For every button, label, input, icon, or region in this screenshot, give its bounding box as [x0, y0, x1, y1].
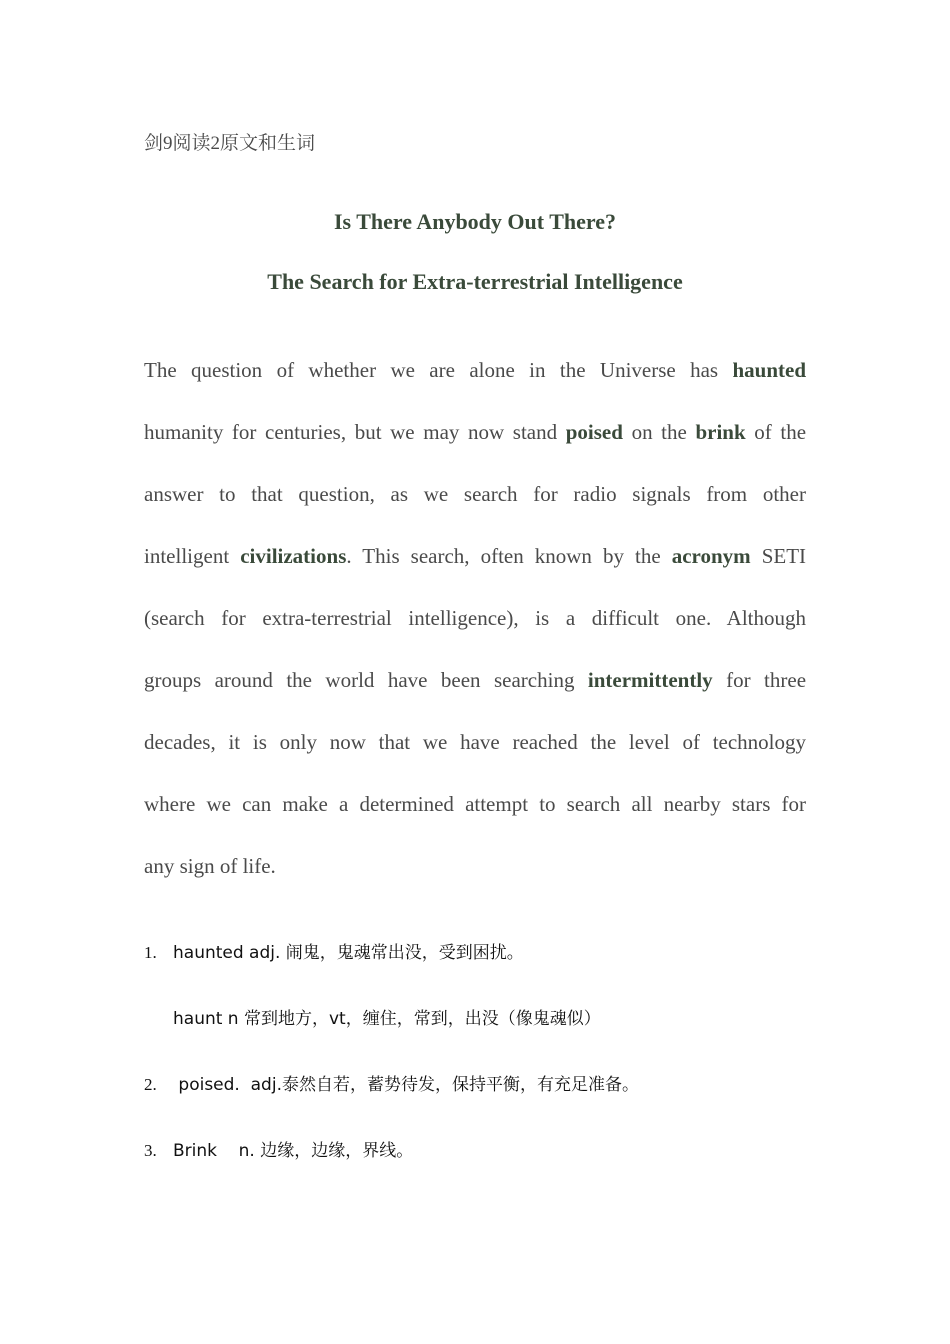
vocab-definition: haunt n 常到地方，vt，缠住，常到，出没（像鬼魂似）	[173, 1009, 601, 1029]
list-number: 3.	[144, 1141, 157, 1160]
vocab-highlight-haunted: haunted	[732, 358, 807, 382]
vocab-item	[144, 938, 524, 963]
vocab-highlight-poised: poised	[565, 420, 623, 444]
text-run: on the	[631, 420, 687, 444]
vocab-item	[144, 1070, 639, 1095]
paragraph-line: answer to that question, as we search for radio signals from other	[144, 482, 806, 506]
text-run: . This search, often known by the	[346, 544, 661, 568]
paragraph-line	[144, 525, 806, 587]
text-run: of the	[754, 420, 807, 444]
vocab-highlight-intermittently: intermittently	[587, 668, 713, 692]
vocab-definition: poised. adj.泰然自若，蓄势待发，保持平衡，有充足准备。	[173, 1075, 639, 1095]
text-run: groups around the world have been searching	[144, 668, 575, 692]
list-number: 1.	[144, 943, 157, 962]
text-run: SETI	[761, 544, 807, 568]
paragraph-line	[144, 339, 806, 401]
list-number: 2.	[144, 1075, 157, 1094]
text-run: intelligent	[144, 544, 230, 568]
paragraph-line: decades, it is only now that we have reached the level of technology	[144, 730, 806, 754]
vocab-highlight-brink: brink	[695, 420, 746, 444]
vocab-highlight-acronym: acronym	[671, 544, 751, 568]
vocab-definition: haunted adj. 闹鬼，鬼魂常出没，受到困扰。	[173, 943, 524, 963]
vocab-highlight-civilizations: civilizations	[240, 544, 347, 568]
vocab-item	[144, 1136, 413, 1161]
article-paragraph	[144, 339, 806, 897]
paragraph-line	[144, 401, 806, 463]
paragraph-line: any sign of life.	[144, 854, 276, 878]
text-run: humanity for centuries, but we may now stand	[144, 420, 558, 444]
paragraph-line: (search for extra-terrestrial intelligence), is a difficult one. Although	[144, 606, 806, 630]
paragraph-line: where we can make a determined attempt to search all nearby stars for	[144, 792, 806, 816]
article-title: Is There Anybody Out There?	[334, 209, 616, 234]
text-run: for three	[726, 668, 807, 692]
article-subtitle: The Search for Extra-terrestrial Intelligence	[267, 269, 683, 294]
vocab-item	[173, 1004, 601, 1029]
text-run: The question of whether we are alone in the Universe has	[144, 358, 719, 382]
paragraph-line	[144, 649, 806, 711]
document-header: 剑9阅读2原文和生词	[144, 133, 316, 154]
vocab-definition: Brink n. 边缘，边缘，界线。	[173, 1141, 414, 1161]
